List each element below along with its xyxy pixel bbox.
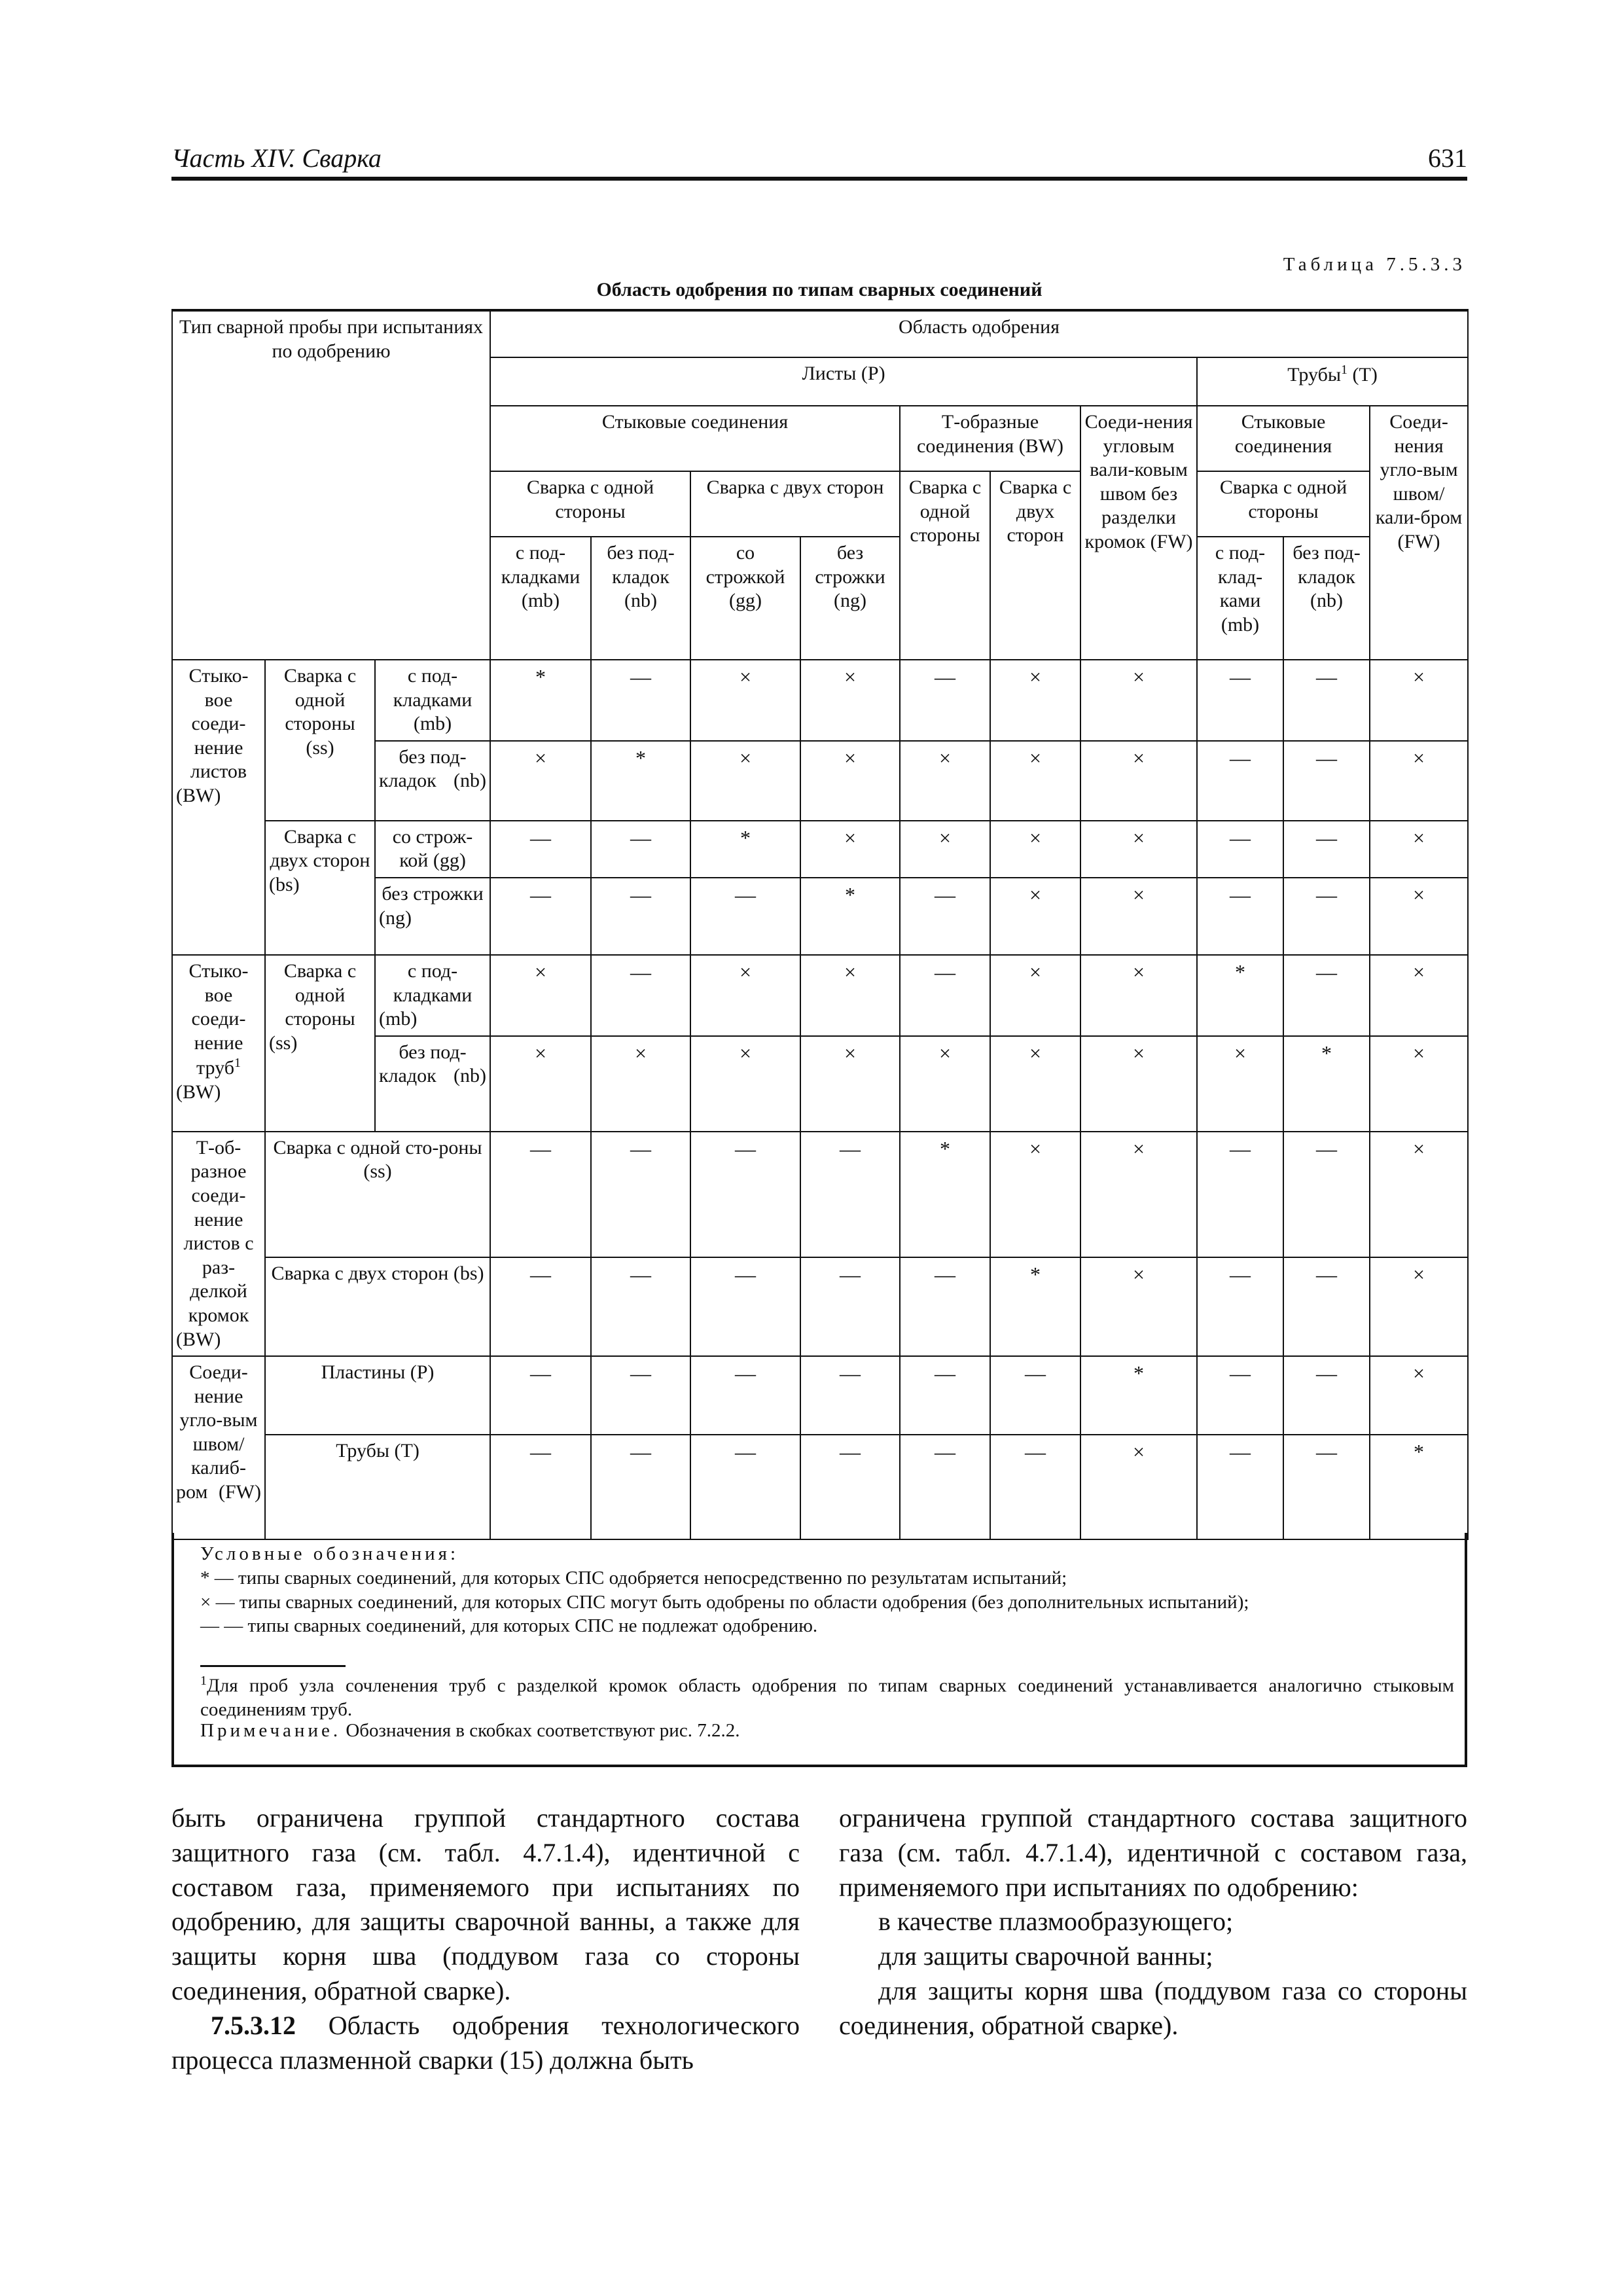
table-cell: × [690,660,800,741]
group-butt-sheets: Стыко-вое соеди-нение листов (BW) [172,660,265,955]
table-cell: — [1197,660,1283,741]
table-cell: — [490,878,591,955]
table-cell: — [690,1132,800,1258]
page-number: 631 [1428,143,1467,173]
subgroup-t-one-side: Сварка с одной сто-роны (ss) [265,1132,490,1258]
table-cell: — [900,878,990,955]
table-cell: × [800,741,900,821]
table-cell: — [1283,1257,1370,1356]
t-one-side-header: Сварка с одной стороны [900,471,990,660]
table-cell: — [690,1257,800,1356]
table-cell: — [800,1435,900,1539]
table-cell: × [1080,878,1197,955]
table-cell: * [1283,1036,1370,1132]
body-column-left [171,1801,800,2077]
table-cell: × [990,955,1080,1036]
table-cell: — [591,1356,690,1435]
table-cell: — [1197,1132,1283,1258]
running-header [171,143,1467,179]
table-cell: — [1283,955,1370,1036]
table-note: Примечание. Обозначения в скобках соответствуют рис. 7.2.2. [200,1720,740,1741]
table-cell: × [1370,878,1468,955]
list-item: для защиты сварочной ванны; [878,1941,1213,1971]
col-pipe-mb-header: с под-клад-ками (mb) [1197,537,1283,660]
table-cell: × [800,1036,900,1132]
table-cell: * [490,660,591,741]
table-cell: — [900,955,990,1036]
fillet-sheets-header: Соеди-нения угловым вали-ковым швом без разделки кромок (FW) [1080,406,1197,660]
t-joints-header: Т-образные соединения (BW) [900,406,1080,471]
table-cell: × [490,955,591,1036]
table-cell: — [1283,741,1370,821]
table-cell: — [900,660,990,741]
table-cell: × [1080,1132,1197,1258]
subgroup-one-side: Сварка с одной стороны (ss) [265,660,375,821]
table-cell: — [1197,821,1283,878]
table-cell: × [1080,660,1197,741]
table-cell: — [1197,878,1283,955]
t-two-sides-header: Сварка с двух сторон [990,471,1080,660]
table-cell: × [1197,1036,1283,1132]
table-cell: × [1080,821,1197,878]
table-cell: — [1283,1435,1370,1539]
table-cell: * [1080,1356,1197,1435]
group-t-bevel: Т-об-разное соеди-нение листов с раз-делкой кромок (BW) [172,1132,265,1356]
table-cell: — [1197,1356,1283,1435]
table-cell: — [800,1132,900,1258]
table-cell: × [990,878,1080,955]
table-cell: × [1080,1435,1197,1539]
table-cell: — [1197,741,1283,821]
subgroup-plates: Пластины (P) [265,1356,490,1435]
footnote-rule [200,1665,346,1667]
table-cell: — [1283,1356,1370,1435]
table-cell: × [800,821,900,878]
subgroup-pipe-one-side: Сварка с одной стороны (ss) [265,955,375,1132]
body-column-right [839,1801,1467,2043]
table-cell: × [990,741,1080,821]
subgroup-tubes: Трубы (T) [265,1435,490,1539]
one-side-header: Сварка с одной стороны [490,471,690,537]
two-sides-header: Сварка с двух сторон [690,471,900,537]
table-cell: × [1370,955,1468,1036]
list-item: для защиты корня шва (поддувом газа со стороны соединения, обратной сварке). [839,1975,1467,2040]
footnote: $^1$Для проб узла сочленения труб с разделкой кромок область одобрения по типам сварных соединений устанавливается аналогично стыковым соединениям труб. [200,1674,1454,1721]
table-cell: * [690,821,800,878]
approval-area-header: Область одобрения [490,310,1468,357]
table-cell: × [490,741,591,821]
table-cell: — [1283,660,1370,741]
table-cell: — [490,1257,591,1356]
sheets-header: Листы (P) [490,357,1197,406]
table-cell: × [1080,1257,1197,1356]
table-cell: — [591,821,690,878]
legend-dash: — — типы сварных соединений, для которых СПС не подлежат одобрению. [200,1615,818,1637]
table-title: Область одобрения по типам сварных соединений [596,279,1043,300]
table-cell: — [990,1356,1080,1435]
table-number: Таблица 7.5.3.3 [1283,254,1466,275]
table-cell: * [1370,1435,1468,1539]
table-cell: × [1370,1132,1468,1258]
pipe-butt-header: Стыковые соединения [1197,406,1370,471]
group-butt-pipes: Стыко-вое соеди-нение труб$^1$ (BW) [172,955,265,1132]
table-cell: — [490,1435,591,1539]
table-cell: × [900,741,990,821]
table-cell: × [1370,1356,1468,1435]
table-cell: * [1197,955,1283,1036]
paragraph-7-5-3-12: 7.5.3.12 Область одобрения технологического процесса плазменной сварки (15) должна быть [171,2010,800,2075]
table-cell: × [990,660,1080,741]
group-fillet: Соеди-нение угло-вым швом/ калиб-ром (FW) [172,1356,265,1539]
table-cell: × [591,1036,690,1132]
pipe-fillet-header: Соеди-нения угло-вым швом/ кали-бром (FW) [1370,406,1468,660]
subgroup-two-sides: Сварка с двух сторон (bs) [265,821,375,955]
table-cell: — [490,821,591,878]
table-cell: — [690,1356,800,1435]
table-cell: — [900,1435,990,1539]
legend-cross: × — типы сварных соединений, для которых СПС могут быть одобрены по области одобрения (без дополнительных испытаний); [200,1591,1249,1613]
variant-pipe-mb: с под-кладками (mb) [375,955,490,1036]
table-cell: — [1283,878,1370,955]
table-cell: — [690,1435,800,1539]
variant-nb: без под-кладок (nb) [375,741,490,821]
approval-table [171,309,1469,1540]
table-cell: × [900,821,990,878]
table-cell: * [990,1257,1080,1356]
subgroup-t-two-sides: Сварка с двух сторон (bs) [265,1257,490,1356]
col-pipe-nb-header: без под-кладок (nb) [1283,537,1370,660]
table-cell: × [990,821,1080,878]
section-title: Часть XIV. Сварка [171,143,382,173]
table-cell: — [900,1257,990,1356]
table-cell: — [591,1132,690,1258]
butt-joints-header: Стыковые соединения [490,406,900,471]
table-cell: — [1197,1435,1283,1539]
table-cell: * [591,741,690,821]
table-cell: — [591,660,690,741]
table-cell: × [1370,1036,1468,1132]
table-cell: — [1197,1257,1283,1356]
table-cell: — [900,1356,990,1435]
table-cell: × [800,955,900,1036]
pipe-one-side-header: Сварка с одной стороны [1197,471,1370,537]
variant-gg: со строж-кой (gg) [375,821,490,878]
table-cell: × [1370,1257,1468,1356]
table-cell: × [900,1036,990,1132]
table-cell: × [800,660,900,741]
list-item: в качестве плазмообразующего; [878,1907,1234,1937]
table-cell: — [490,1356,591,1435]
table-cell: — [1283,821,1370,878]
table-cell: × [1370,821,1468,878]
variant-mb: с под-кладками (mb) [375,660,490,741]
table-cell: × [690,741,800,821]
sample-type-header: Тип сварной пробы при испытаниях по одобрению [172,310,490,660]
table-cell: × [1370,741,1468,821]
table-cell: * [900,1132,990,1258]
table-cell: — [690,878,800,955]
legend-star: * — типы сварных соединений, для которых СПС одобряется непосредственно по результатам испытаний; [200,1567,1067,1588]
table-cell: × [1080,1036,1197,1132]
table-cell: * [800,878,900,955]
table-cell: — [591,1257,690,1356]
variant-pipe-nb: без под-кладок (nb) [375,1036,490,1132]
table-cell: — [591,955,690,1036]
header-rule [171,177,1467,181]
table-cell: — [990,1435,1080,1539]
table-cell: × [1370,660,1468,741]
table-cell: — [490,1132,591,1258]
table-cell: × [490,1036,591,1132]
table-cell: — [800,1257,900,1356]
table-cell: — [1283,1132,1370,1258]
table-legend [171,1533,1467,1767]
table-cell: × [1080,955,1197,1036]
table-cell: × [690,955,800,1036]
legend-title: Условные обозначения: [200,1543,459,1564]
paragraph: ограничена группой стандартного состава защитного газа (см. табл. 4.7.1.4), идентичной с составом газа, применяемого при испытаниях по одобрению: [839,1803,1467,1902]
table-cell: × [990,1036,1080,1132]
col-nb-header: без под-кладок (nb) [591,537,690,660]
col-mb-header: с под-кладками (mb) [490,537,591,660]
variant-ng: без строжки (ng) [375,878,490,955]
table-cell: × [990,1132,1080,1258]
paragraph: быть ограничена группой стандартного состава защитного газа (см. табл. 4.7.1.4), идентичной с составом газа, применяемого при испытаниях по одобрению, для защиты сварочной ванны, а также для защиты корня шва (поддувом газа со стороны соединения, обратной сварке). [171,1803,800,2005]
pipes-header: Трубы$^1$ (T) [1197,357,1468,406]
table-cell: × [1080,741,1197,821]
col-ng-header: без строжки (ng) [800,537,900,660]
col-gg-header: со строжкой (gg) [690,537,800,660]
table-cell: — [800,1356,900,1435]
table-cell: — [591,1435,690,1539]
table-cell: — [591,878,690,955]
table-cell: × [690,1036,800,1132]
